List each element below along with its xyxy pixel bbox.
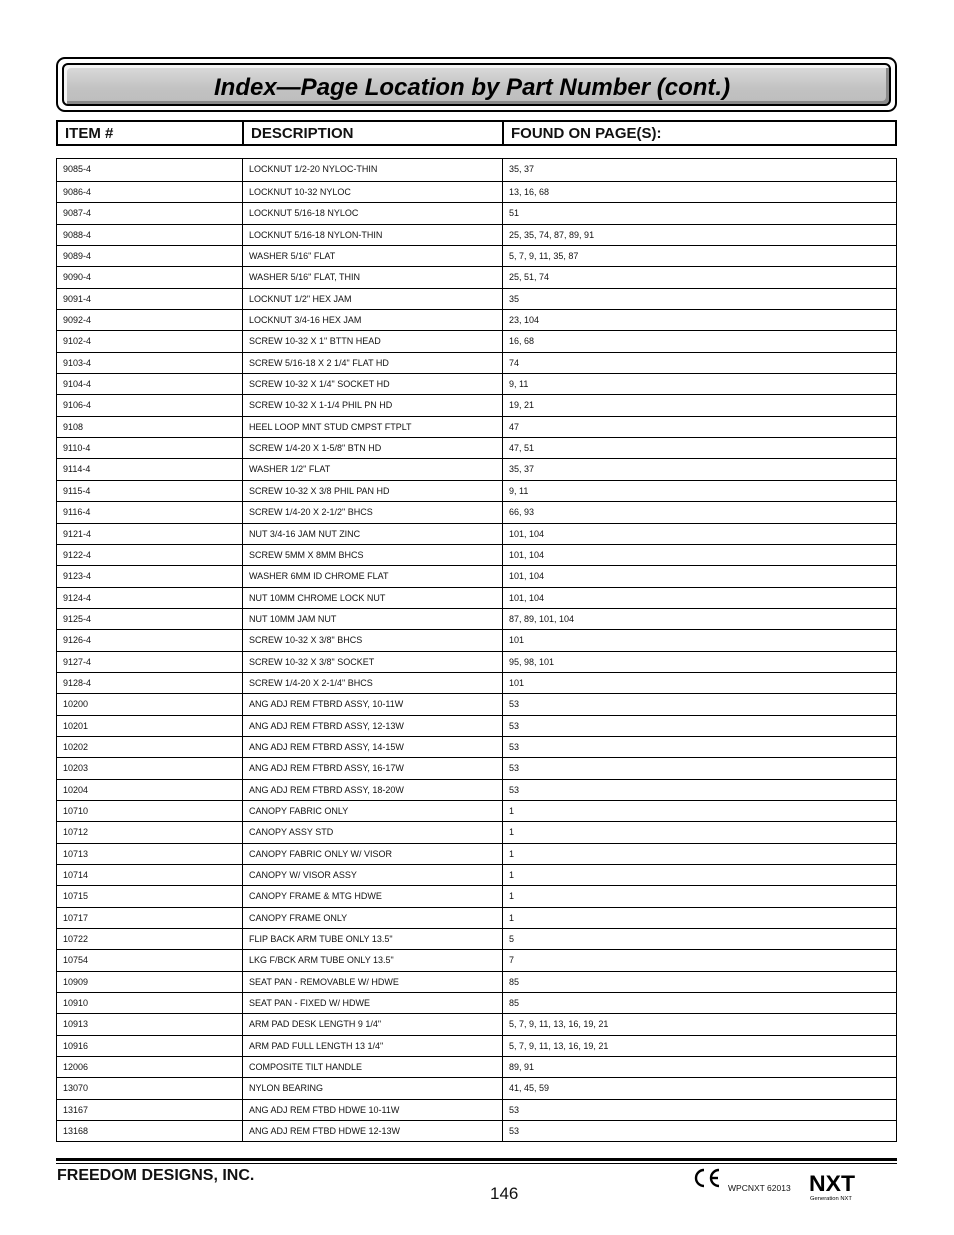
item-description: SCREW 10-32 X 1/4" SOCKET HD <box>242 374 502 394</box>
table-row <box>57 309 896 330</box>
item-number: 9092-4 <box>63 315 92 326</box>
page-title-inner <box>62 63 891 106</box>
item-number: 10202 <box>63 741 89 752</box>
table-row <box>57 864 896 885</box>
found-on-pages: 16, 68 <box>502 331 896 351</box>
table-row <box>57 1077 896 1098</box>
item-description: CANOPY W/ VISOR ASSY <box>242 865 502 885</box>
found-on-pages: 85 <box>502 972 896 992</box>
item-description: SCREW 5MM X 8MM BHCS <box>242 545 502 565</box>
found-on-pages: 25, 51, 74 <box>502 267 896 287</box>
footer-divider-thin <box>56 1163 897 1164</box>
item-number: 9127-4 <box>63 656 92 667</box>
table-row <box>57 394 896 415</box>
item-number: 9088-4 <box>63 229 92 240</box>
found-on-pages: 1 <box>502 822 896 842</box>
found-on-pages: 5, 7, 9, 11, 13, 16, 19, 21 <box>502 1036 896 1056</box>
found-on-pages: 101, 104 <box>502 524 896 544</box>
found-on-pages: 53 <box>502 737 896 757</box>
table-row <box>57 330 896 351</box>
item-description: NUT 10MM CHROME LOCK NUT <box>242 588 502 608</box>
table-row <box>57 608 896 629</box>
table-row <box>57 288 896 309</box>
item-number: 9085-4 <box>63 164 92 174</box>
found-on-pages: 23, 104 <box>502 310 896 330</box>
table-row <box>57 843 896 864</box>
item-description: SCREW 10-32 X 3/8" SOCKET <box>242 652 502 672</box>
table-row <box>57 779 896 800</box>
item-number: 10713 <box>63 848 89 859</box>
table-row <box>57 352 896 373</box>
item-description: LOCKNUT 1/2-20 NYLOC-THIN <box>242 159 502 181</box>
item-description: NYLON BEARING <box>242 1078 502 1098</box>
found-on-pages: 1 <box>502 801 896 821</box>
item-description: SEAT PAN - REMOVABLE W/ HDWE <box>242 972 502 992</box>
item-description: CANOPY FABRIC ONLY W/ VISOR <box>242 844 502 864</box>
item-number: 10916 <box>63 1040 89 1051</box>
table-row <box>57 202 896 223</box>
item-number: 10717 <box>63 912 89 923</box>
item-description: FLIP BACK ARM TUBE ONLY 13.5" <box>242 929 502 949</box>
item-number: 9102-4 <box>63 336 92 347</box>
item-number: 10710 <box>63 805 89 816</box>
item-number: 10715 <box>63 891 89 902</box>
item-number: 9121-4 <box>63 528 92 539</box>
found-on-pages: 85 <box>502 993 896 1013</box>
table-row <box>57 266 896 287</box>
item-description: ARM PAD FULL LENGTH 13 1/4" <box>242 1036 502 1056</box>
found-on-pages: 19, 21 <box>502 395 896 415</box>
table-row <box>57 523 896 544</box>
item-number: 10203 <box>63 763 89 774</box>
item-number: 10204 <box>63 784 89 795</box>
found-on-pages: 9, 11 <box>502 374 896 394</box>
item-description: SCREW 1/4-20 X 1-5/8" BTN HD <box>242 438 502 458</box>
found-on-pages: 35, 37 <box>502 459 896 479</box>
table-row <box>57 501 896 522</box>
table-row <box>57 800 896 821</box>
item-number: 13070 <box>63 1083 89 1094</box>
table-row <box>57 907 896 928</box>
item-number: 9087-4 <box>63 208 92 219</box>
item-number: 9128-4 <box>63 677 92 688</box>
item-number: 9086-4 <box>63 187 92 197</box>
item-number: 9110-4 <box>63 443 91 454</box>
found-on-pages: 47, 51 <box>502 438 896 458</box>
item-description: CANOPY ASSY STD <box>242 822 502 842</box>
table-row <box>57 672 896 693</box>
table-row <box>57 715 896 736</box>
item-description: ANG ADJ REM FTBD HDWE 10-11W <box>242 1100 502 1120</box>
page-title-banner <box>56 57 897 112</box>
found-on-pages: 53 <box>502 694 896 714</box>
found-on-pages: 101 <box>502 630 896 650</box>
table-row <box>57 1013 896 1034</box>
item-description: ANG ADJ REM FTBRD ASSY, 12-13W <box>242 716 502 736</box>
found-on-pages: 89, 91 <box>502 1057 896 1077</box>
item-number: 9114-4 <box>63 464 91 475</box>
parts-index-table <box>56 158 897 1142</box>
item-number: 10910 <box>63 998 89 1009</box>
item-number: 10714 <box>63 870 89 880</box>
item-description: SCREW 5/16-18 X 2 1/4" FLAT HD <box>242 353 502 373</box>
item-description: SEAT PAN - FIXED W/ HDWE <box>242 993 502 1013</box>
item-description: CANOPY FRAME & MTG HDWE <box>242 886 502 906</box>
found-on-pages: 25, 35, 74, 87, 89, 91 <box>502 225 896 245</box>
item-description: NUT 3/4-16 JAM NUT ZINC <box>242 524 502 544</box>
found-on-pages: 101, 104 <box>502 588 896 608</box>
found-on-pages: 1 <box>502 886 896 906</box>
nxt-logo-icon <box>808 1170 858 1202</box>
table-row <box>57 651 896 672</box>
item-number: 10909 <box>63 976 89 987</box>
found-on-pages: 9, 11 <box>502 481 896 501</box>
table-row <box>57 1099 896 1120</box>
item-description: WASHER 5/16" FLAT <box>242 246 502 266</box>
table-row <box>57 458 896 479</box>
item-number: 9108 <box>63 421 84 432</box>
table-header <box>56 120 897 146</box>
found-on-pages: 101, 104 <box>502 545 896 565</box>
item-number: 9103-4 <box>63 357 92 368</box>
found-on-pages: 5, 7, 9, 11, 35, 87 <box>502 246 896 266</box>
table-row <box>57 245 896 266</box>
item-number: 13168 <box>63 1126 89 1137</box>
table-row <box>57 992 896 1013</box>
item-number: 10200 <box>63 699 89 710</box>
table-row <box>57 693 896 714</box>
table-row <box>57 224 896 245</box>
table-row <box>57 821 896 842</box>
column-header-description: DESCRIPTION <box>242 122 502 144</box>
item-description: ARM PAD DESK LENGTH 9 1/4" <box>242 1014 502 1034</box>
found-on-pages: 41, 45, 59 <box>502 1078 896 1098</box>
item-number: 9126-4 <box>63 635 92 646</box>
item-description: COMPOSITE TILT HANDLE <box>242 1057 502 1077</box>
table-row <box>57 587 896 608</box>
item-number: 9115-4 <box>63 485 91 496</box>
page-number: 146 <box>490 1184 519 1203</box>
item-number: 9090-4 <box>63 272 92 283</box>
found-on-pages: 35, 37 <box>502 159 896 181</box>
table-row <box>57 629 896 650</box>
found-on-pages: 1 <box>502 865 896 885</box>
table-row <box>57 971 896 992</box>
found-on-pages: 74 <box>502 353 896 373</box>
logo-subtext: Generation NXT <box>810 1196 852 1202</box>
found-on-pages: 47 <box>502 417 896 437</box>
table-row <box>57 1035 896 1056</box>
found-on-pages: 13, 16, 68 <box>502 182 896 202</box>
column-header-pages: FOUND ON PAGE(S): <box>502 122 895 144</box>
item-description: LOCKNUT 3/4-16 HEX JAM <box>242 310 502 330</box>
document-code: WPCNXT 62013 <box>728 1183 791 1193</box>
table-row <box>57 757 896 778</box>
table-row <box>57 181 896 202</box>
item-description: SCREW 1/4-20 X 2-1/2" BHCS <box>242 502 502 522</box>
item-description: LKG F/BCK ARM TUBE ONLY 13.5" <box>242 950 502 970</box>
item-description: SCREW 1/4-20 X 2-1/4" BHCS <box>242 673 502 693</box>
found-on-pages: 95, 98, 101 <box>502 652 896 672</box>
item-number: 10201 <box>63 720 89 731</box>
item-description: WASHER 5/16" FLAT, THIN <box>242 267 502 287</box>
item-description: ANG ADJ REM FTBRD ASSY, 10-11W <box>242 694 502 714</box>
item-description: LOCKNUT 10-32 NYLOC <box>242 182 502 202</box>
item-description: LOCKNUT 1/2" HEX JAM <box>242 289 502 309</box>
item-description: WASHER 1/2" FLAT <box>242 459 502 479</box>
found-on-pages: 101 <box>502 673 896 693</box>
found-on-pages: 35 <box>502 289 896 309</box>
item-description: LOCKNUT 5/16-18 NYLON-THIN <box>242 225 502 245</box>
table-row <box>57 885 896 906</box>
found-on-pages: 87, 89, 101, 104 <box>502 609 896 629</box>
item-description: SCREW 10-32 X 1-1/4 PHIL PN HD <box>242 395 502 415</box>
table-row <box>57 736 896 757</box>
table-row <box>57 480 896 501</box>
item-description: ANG ADJ REM FTBD HDWE 12-13W <box>242 1121 502 1141</box>
table-row <box>57 416 896 437</box>
item-number: 13167 <box>63 1104 89 1115</box>
logo-text: NXT <box>809 1171 856 1196</box>
found-on-pages: 101, 104 <box>502 566 896 586</box>
found-on-pages: 53 <box>502 780 896 800</box>
table-row <box>57 544 896 565</box>
item-description: HEEL LOOP MNT STUD CMPST FTPLT <box>242 417 502 437</box>
item-description: CANOPY FABRIC ONLY <box>242 801 502 821</box>
table-row <box>57 949 896 970</box>
found-on-pages: 53 <box>502 758 896 778</box>
item-number: 10913 <box>63 1019 89 1030</box>
table-row <box>57 1120 896 1141</box>
table-row <box>57 373 896 394</box>
item-description: CANOPY FRAME ONLY <box>242 908 502 928</box>
page-title: Index—Page Location by Part Number (cont.) <box>214 74 731 101</box>
found-on-pages: 51 <box>502 203 896 223</box>
item-number: 9122-4 <box>63 549 92 560</box>
item-description: SCREW 10-32 X 3/8 PHIL PAN HD <box>242 481 502 501</box>
item-number: 10712 <box>63 827 89 838</box>
ce-mark-icon <box>692 1167 722 1189</box>
company-name: FREEDOM DESIGNS, INC. <box>57 1167 255 1184</box>
footer-divider <box>56 1158 897 1161</box>
found-on-pages: 1 <box>502 844 896 864</box>
found-on-pages: 53 <box>502 716 896 736</box>
item-number: 9104-4 <box>63 379 92 390</box>
found-on-pages: 7 <box>502 950 896 970</box>
item-number: 9116-4 <box>63 507 91 518</box>
item-description: SCREW 10-32 X 3/8" BHCS <box>242 630 502 650</box>
item-description: NUT 10MM JAM NUT <box>242 609 502 629</box>
table-row <box>57 1056 896 1077</box>
item-description: WASHER 6MM ID CHROME FLAT <box>242 566 502 586</box>
item-number: 9106-4 <box>63 400 92 411</box>
column-header-item: ITEM # <box>65 125 114 142</box>
item-description: ANG ADJ REM FTBRD ASSY, 18-20W <box>242 780 502 800</box>
item-number: 9125-4 <box>63 613 92 624</box>
item-description: LOCKNUT 5/16-18 NYLOC <box>242 203 502 223</box>
item-description: ANG ADJ REM FTBRD ASSY, 16-17W <box>242 758 502 778</box>
found-on-pages: 1 <box>502 908 896 928</box>
item-number: 9124-4 <box>63 592 92 603</box>
table-row <box>57 565 896 586</box>
table-row <box>57 159 896 181</box>
found-on-pages: 66, 93 <box>502 502 896 522</box>
item-number: 12006 <box>63 1062 89 1073</box>
found-on-pages: 53 <box>502 1121 896 1141</box>
item-number: 9123-4 <box>63 571 92 582</box>
item-description: ANG ADJ REM FTBRD ASSY, 14-15W <box>242 737 502 757</box>
item-number: 10722 <box>63 934 89 945</box>
item-number: 9091-4 <box>63 293 92 304</box>
table-row <box>57 928 896 949</box>
found-on-pages: 53 <box>502 1100 896 1120</box>
found-on-pages: 5 <box>502 929 896 949</box>
item-description: SCREW 10-32 X 1" BTTN HEAD <box>242 331 502 351</box>
item-number: 10754 <box>63 955 89 966</box>
found-on-pages: 5, 7, 9, 11, 13, 16, 19, 21 <box>502 1014 896 1034</box>
table-row <box>57 437 896 458</box>
item-number: 9089-4 <box>63 251 92 262</box>
